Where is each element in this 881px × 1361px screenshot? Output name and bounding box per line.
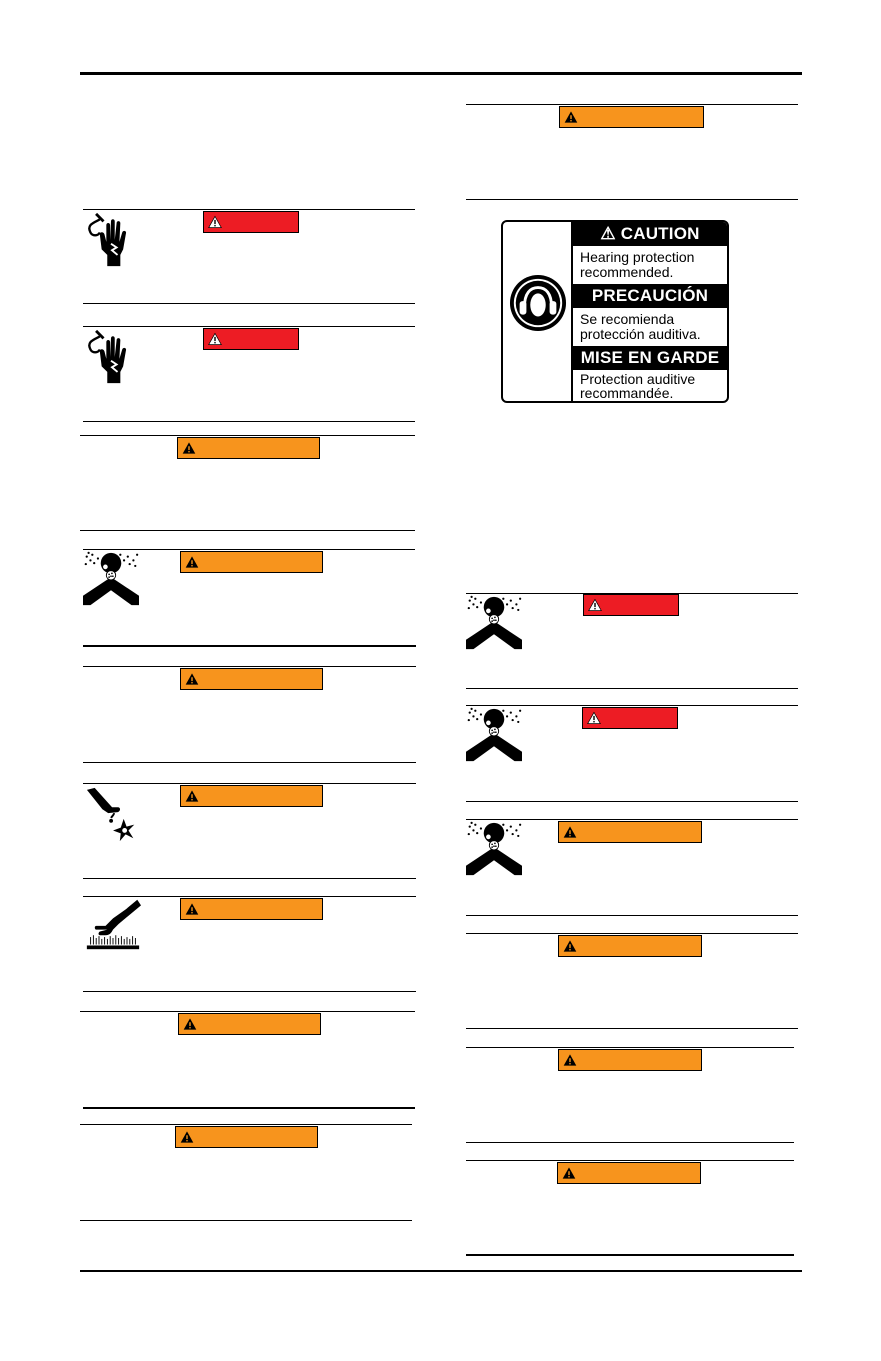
dust-inhalation-icon (83, 551, 139, 607)
section-rule (466, 104, 798, 105)
danger-badge (583, 594, 679, 616)
warning-badge (559, 106, 704, 128)
alert-triangle-icon (588, 598, 602, 612)
section-rule (83, 878, 416, 879)
warning-badge (180, 551, 323, 573)
alert-triangle-icon (208, 215, 222, 229)
section-rule (466, 1028, 798, 1029)
warning-badge (557, 1162, 701, 1184)
hearing-protection-label (501, 220, 729, 403)
alert-triangle-icon (185, 672, 199, 686)
alert-triangle-icon (185, 555, 199, 569)
section-rule (83, 326, 415, 327)
warning-badge (178, 1013, 321, 1035)
alert-triangle-icon (563, 825, 577, 839)
section-rule (80, 435, 415, 436)
section-rule (83, 783, 416, 784)
caution-text-line2: recommended. (580, 264, 674, 280)
warning-badge (180, 785, 323, 807)
warning-badge (558, 1049, 702, 1071)
precaucion-text-line2: protección auditiva. (580, 326, 701, 342)
precaucion-header: PRECAUCIÓN (573, 284, 727, 308)
section-rule (466, 199, 798, 200)
mise-text-line2: recommandée. (580, 385, 674, 401)
dust-inhalation-icon (466, 821, 522, 877)
warning-badge (177, 437, 320, 459)
section-rule (466, 801, 798, 802)
hearing-protection-icon (509, 274, 567, 332)
section-rule (83, 762, 416, 763)
alert-triangle-icon (185, 789, 199, 803)
section-rule (466, 1254, 794, 1256)
caution-text-line1: Hearing protection (580, 249, 695, 265)
section-rule (83, 209, 415, 210)
section-rule (83, 645, 416, 647)
alert-triangle-icon (564, 110, 578, 124)
alert-triangle-icon (587, 711, 601, 725)
section-rule (80, 1220, 412, 1221)
section-rule (466, 688, 798, 689)
mise-en-garde-header: MISE EN GARDE (573, 346, 727, 370)
mise-text-line1: Protection auditive (580, 371, 696, 387)
alert-triangle-icon (562, 1166, 576, 1180)
section-rule (466, 933, 798, 934)
alert-triangle-icon (208, 332, 222, 346)
top-rule (80, 72, 802, 75)
bottom-rule (80, 1270, 802, 1272)
dust-inhalation-icon (466, 707, 522, 763)
section-rule (83, 991, 416, 992)
danger-badge (203, 328, 299, 350)
alert-triangle-icon (563, 939, 577, 953)
section-rule (83, 666, 416, 667)
section-rule (466, 819, 798, 820)
section-rule (466, 705, 798, 706)
alert-triangle-icon (185, 902, 199, 916)
alert-triangle-icon (563, 1053, 577, 1067)
danger-badge (203, 211, 299, 233)
danger-badge (582, 707, 678, 729)
warning-badge (175, 1126, 318, 1148)
dust-inhalation-icon (466, 595, 522, 651)
section-rule (466, 1047, 794, 1048)
warning-badge (558, 821, 702, 843)
hot-surface-hand-icon (83, 896, 143, 952)
electric-shock-hand-icon (83, 329, 139, 385)
precaucion-text-line1: Se recomienda (580, 311, 675, 327)
label-pictogram-panel (503, 222, 573, 401)
alert-triangle-icon (183, 1017, 197, 1031)
section-rule (466, 1160, 794, 1161)
section-rule (466, 915, 798, 916)
alert-triangle-icon (180, 1130, 194, 1144)
section-rule (83, 421, 415, 422)
warning-badge (558, 935, 702, 957)
section-rule (83, 1107, 415, 1109)
section-rule (466, 1142, 794, 1143)
warning-badge (180, 668, 323, 690)
section-rule (80, 1011, 415, 1012)
section-rule (80, 530, 415, 531)
section-rule (80, 1124, 412, 1125)
electric-shock-hand-icon (83, 212, 139, 268)
section-rule (83, 303, 415, 304)
warning-badge (180, 898, 323, 920)
section-rule (83, 549, 415, 550)
label-text-panel (573, 222, 727, 401)
caution-header: ⚠ CAUTION (573, 222, 727, 246)
alert-triangle-icon (182, 441, 196, 455)
cutting-hand-icon (85, 786, 143, 844)
